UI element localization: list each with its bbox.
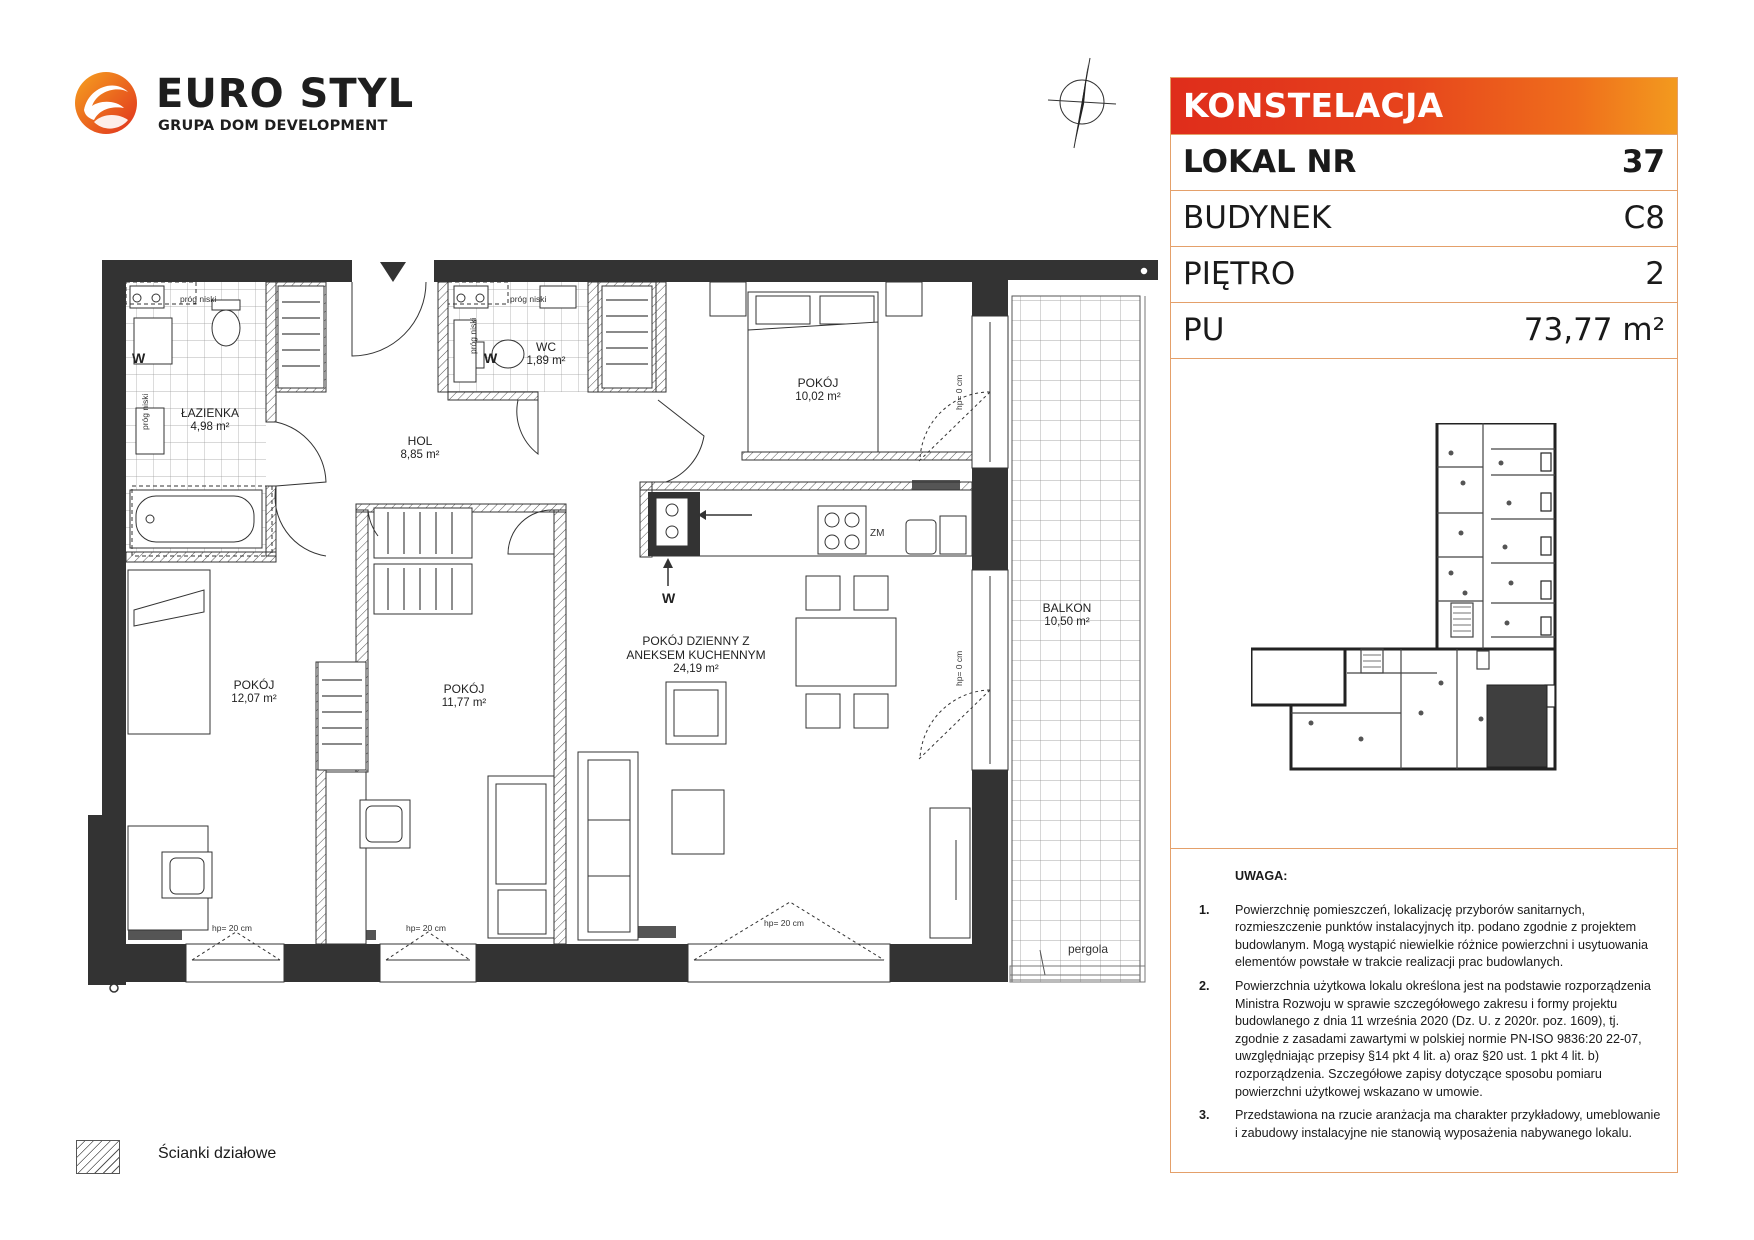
room-balkon-area: 10,50 m² xyxy=(1044,616,1090,628)
brand-tagline: GRUPA DOM DEVELOPMENT xyxy=(158,118,388,134)
note-number: 3. xyxy=(1199,1108,1210,1123)
project-name: KONSTELACJA xyxy=(1183,86,1444,125)
lokal-nr-value: 37 xyxy=(1621,144,1665,180)
room-pokoj-left-label xyxy=(231,678,276,706)
lokal-nr-label: LOKAL NR xyxy=(1183,144,1357,180)
hp0-upper: hp= 0 cm xyxy=(954,374,964,410)
room-dzienny-label xyxy=(626,620,765,690)
note-text: Przedstawiona na rzucie aranżacja ma charakter przykładowy, umeblowanie i zabudowy instalacyjne nie stanowią wyposażenia nabywanego lokalu. xyxy=(1235,1108,1661,1140)
room-hol-area: 8,85 m² xyxy=(400,449,440,461)
hp20-left: hp= 20 cm xyxy=(212,923,252,933)
w-mark-wc: W xyxy=(484,350,498,366)
pu-value: 73,77 m² xyxy=(1523,312,1665,348)
row-budynek xyxy=(1171,190,1677,246)
note-item xyxy=(1185,1107,1665,1142)
room-pokoj-left-area: 12,07 m² xyxy=(231,693,277,705)
room-dzienny-area: 24,19 m² xyxy=(673,663,719,675)
room-pokoj-top-name: POKÓJ xyxy=(797,376,839,390)
partition-wall-legend-label: Ścianki działowe xyxy=(158,1145,277,1162)
room-dzienny-name: POKÓJ DZIENNY Z ANEKSEM KUCHENNYM xyxy=(626,634,766,662)
room-wc-name: WC xyxy=(536,340,556,354)
notes-title: UWAGA: xyxy=(1235,869,1288,883)
hp0-lower: hp= 0 cm xyxy=(954,650,964,686)
note-number: 2. xyxy=(1199,978,1210,993)
room-wc-area: 1,89 m² xyxy=(526,355,566,367)
hp20-right: hp= 20 cm xyxy=(764,918,804,928)
row-pu xyxy=(1171,302,1677,358)
panel-divider-top xyxy=(1171,358,1677,359)
budynek-value: C8 xyxy=(1623,200,1665,236)
room-lazienka-label xyxy=(181,406,239,434)
note-text: Powierzchnia użytkowa lokalu określona jest na podstawie rozporządzenia Ministra Rozwoju w sprawie szczegółowego zakresu i formy projektu budowlanego z dnia 11 września 2020 (Dz. U. z 2020r. poz. 1609), tj. zgodnie z zasadami zawartymi w polskiej normie PN-ISO 9836:20 22-07, uwzględniając przepisy §14 pkt 4 lit. a) oraz §20 ust. 1 pkt 4 lit. b) rozporządzenia. Szczegółowe zapisy dotyczące sposobu pomiaru powierzchni użytkowej wskazano w umowie. xyxy=(1235,978,1651,1099)
room-balkon-name: BALKON xyxy=(1042,601,1092,615)
prog-niski-wc: próg niski xyxy=(510,294,547,304)
w-mark-kitchen: W xyxy=(662,590,676,606)
room-pokoj-mid-label xyxy=(442,682,487,710)
prog-niski-wc-vertical: próg niski xyxy=(468,317,478,354)
pietro-label: PIĘTRO xyxy=(1183,256,1296,292)
panel-divider-bottom xyxy=(1171,848,1677,849)
partition-wall-legend-swatch xyxy=(76,1140,120,1174)
room-lazienka-area: 4,98 m² xyxy=(190,421,230,433)
row-pietro xyxy=(1171,246,1677,302)
budynek-label: BUDYNEK xyxy=(1183,200,1332,236)
room-wc-label xyxy=(527,340,566,368)
note-text: Powierzchnię pomieszczeń, lokalizację przyborów sanitarnych, rozmieszczenie punktów instalacyjnych itp. podano zgodnie z projektem budowlanym. Mogą wystąpić niewielkie różnice powierzchni i usytuowania elementów powstałe w trakcie realizacji prac budowlanych. xyxy=(1235,902,1648,970)
w-mark-bath: W xyxy=(132,350,146,366)
pu-label: PU xyxy=(1183,312,1225,348)
room-hol-label xyxy=(401,434,440,462)
room-balkon-label xyxy=(1043,601,1092,629)
room-pokoj-top-area: 10,02 m² xyxy=(795,391,841,403)
note-number: 1. xyxy=(1199,902,1210,917)
room-pokoj-mid-area: 11,77 m² xyxy=(441,697,487,709)
project-header xyxy=(1171,78,1677,134)
brand-name: EURO STYL xyxy=(156,71,415,117)
prog-niski-bath-vertical: próg niski xyxy=(140,393,150,430)
row-lokal-nr xyxy=(1171,134,1677,190)
prog-niski-bath: próg niski xyxy=(180,294,217,304)
hp20-mid: hp= 20 cm xyxy=(406,923,446,933)
room-pokoj-top-label xyxy=(795,376,840,404)
room-hol-name: HOL xyxy=(407,434,433,448)
info-panel xyxy=(1170,77,1678,1173)
pietro-value: 2 xyxy=(1645,256,1665,292)
zm-label: ZM xyxy=(870,528,885,539)
room-pokoj-mid-name: POKÓJ xyxy=(443,682,485,696)
pergola-label: pergola xyxy=(1068,942,1109,956)
building-key-plan xyxy=(1251,423,1581,773)
notes-section xyxy=(1185,868,1665,1148)
room-lazienka-name: ŁAZIENKA xyxy=(180,406,240,420)
room-pokoj-left-name: POKÓJ xyxy=(233,678,275,692)
note-item xyxy=(1185,978,1665,1101)
note-item xyxy=(1185,902,1665,972)
